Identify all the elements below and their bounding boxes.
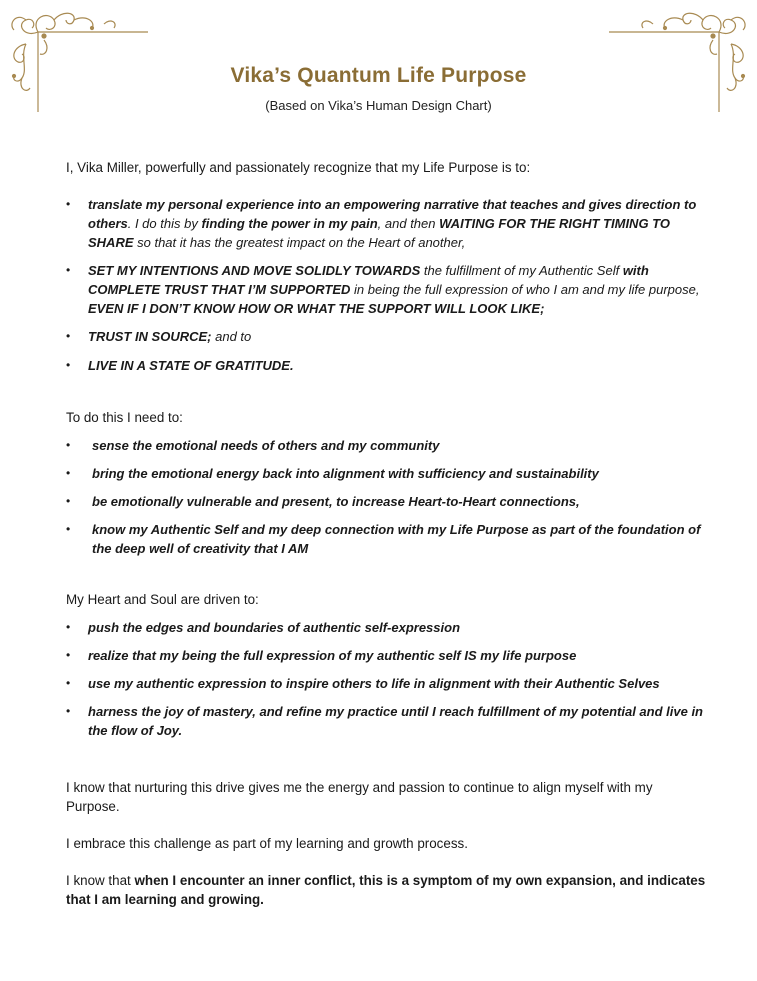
list-item: • use my authentic expression to inspire others to life in alignment with their Authentic Selves: [66, 674, 706, 693]
page-title: Vika’s Quantum Life Purpose: [230, 64, 527, 87]
list-item: • know my Authentic Self and my deep connection with my Life Purpose as part of the foundation of the deep well of creativity that I AM: [66, 520, 706, 558]
list-item: • be emotionally vulnerable and present, to increase Heart-to-Heart connections,: [66, 492, 706, 511]
list-item: • sense the emotional needs of others and my community: [66, 436, 706, 455]
driven-list: [66, 618, 706, 740]
list-item: • TRUST IN SOURCE; and to: [66, 327, 706, 346]
purpose-intro: I, Vika Miller, powerfully and passionately recognize that my Life Purpose is to:: [66, 160, 531, 175]
list-item: • harness the joy of mastery, and refine my practice until I reach fulfillment of my potential and live in the flow of Joy.: [66, 702, 706, 740]
closing-paragraph-3: I know that when I encounter an inner conflict, this is a symptom of my own expansion, and indicates that I am learning and growing.: [66, 873, 706, 907]
list-item: • push the edges and boundaries of authentic self-expression: [66, 618, 706, 637]
need-intro: To do this I need to:: [66, 410, 183, 425]
need-list: [66, 436, 706, 558]
document-body: [66, 158, 706, 909]
list-item: • translate my personal experience into an empowering narrative that teaches and gives direction to others. I do this by finding the power in my pain, and then WAITING FOR THE RIGHT TIMING TO SHARE so that it has the greatest impact on the Heart of another,: [66, 195, 706, 252]
list-item: • realize that my being the full expression of my authentic self IS my life purpose: [66, 646, 706, 665]
driven-intro: My Heart and Soul are driven to:: [66, 592, 259, 607]
purpose-list: [66, 195, 706, 375]
closing-paragraph-2: I embrace this challenge as part of my learning and growth process.: [66, 836, 468, 851]
list-item: • SET MY INTENTIONS AND MOVE SOLIDLY TOWARDS the fulfillment of my Authentic Self with COMPLETE TRUST THAT I’M SUPPORTED in being the full expression of who I am and my life purpose, EVEN IF I DON’T KNOW HOW OR WHAT THE SUPPORT WILL LOOK LIKE;: [66, 261, 706, 318]
list-item: • LIVE IN A STATE OF GRATITUDE.: [66, 356, 706, 375]
closing-paragraph-1: I know that nurturing this drive gives me the energy and passion to continue to align myself with my Purpose.: [66, 780, 653, 814]
list-item: • bring the emotional energy back into alignment with sufficiency and sustainability: [66, 464, 706, 483]
page-subtitle: (Based on Vika’s Human Design Chart): [265, 98, 492, 113]
